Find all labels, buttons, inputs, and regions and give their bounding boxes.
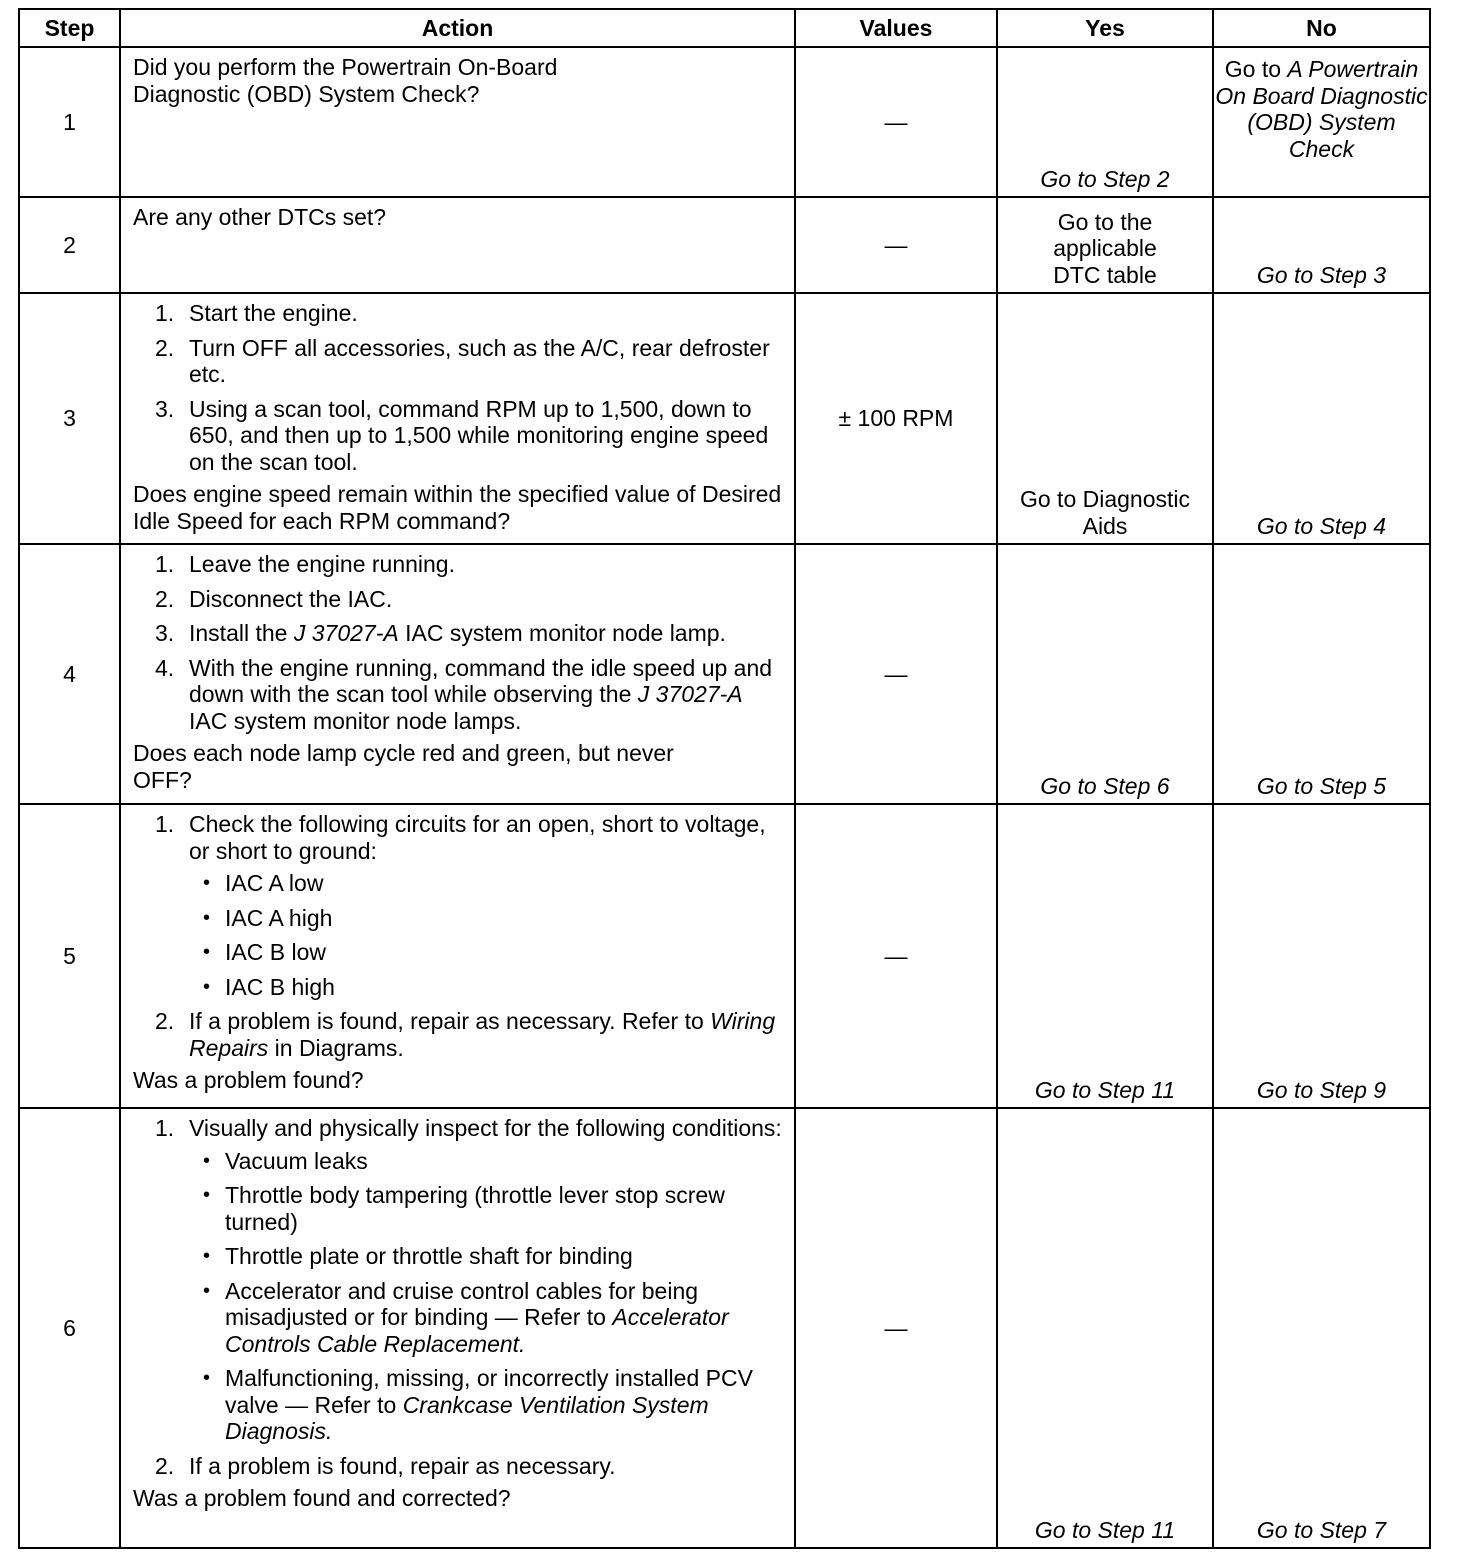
action-question: Does engine speed remain within the specified value of Desired Idle Speed for each RPM command? [133, 481, 782, 534]
yes-link[interactable]: Go to Diagnostic Aids [1019, 486, 1191, 539]
action-step: 1. Leave the engine running. [155, 551, 455, 577]
action-step: 3. Using a scan tool, command RPM up to 1,500, down to 650, and then up to 1,500 while monitoring engine speed on the scan tool. [155, 395, 769, 475]
yes-cell [997, 293, 1213, 544]
bullet-item: • IAC B high [189, 974, 784, 1001]
yes-cell [997, 1108, 1213, 1548]
table-row [19, 197, 1430, 293]
step-number: 3 [19, 293, 120, 544]
no-cell [1213, 804, 1430, 1108]
no-link[interactable]: Go to Step 5 [1256, 772, 1387, 799]
action-step: 1. Check the following circuits for an open, short to voltage, or short to ground: • IAC A low • IAC A high • IAC B low • IAC B high [133, 811, 784, 1000]
header-values: Values [795, 9, 997, 47]
no-prefix: Go to [1224, 56, 1288, 82]
action-step: 2. Turn OFF all accessories, such as the A/C, rear defroster etc. [155, 334, 770, 387]
action-cell [120, 197, 795, 293]
action-step: 1. Start the engine. [155, 300, 358, 326]
action-step: 4. With the engine running, command the idle speed up and down with the scan tool while observing the J 37027-A IAC system monitor node lamps. [155, 654, 773, 734]
value-cell: — [795, 544, 997, 804]
action-step: 2. Disconnect the IAC. [155, 585, 393, 612]
action-cell [120, 804, 795, 1108]
action-step: 1. Visually and physically inspect for the following conditions: • Vacuum leaks • Throttle body tampering (throttle lever stop screw turned) • Throttle plate or throttle shaft for binding • Accelerator and cruise control cables for being misadjusted or for binding — Refer to Accelerator Controls Cable Replacement. • Malfunctioning, missing, or incorrectly installed PCV valve — Refer to Crankcase Ventilation System Diagnosis. [133, 1115, 784, 1445]
bullet-item: • Throttle plate or throttle shaft for binding [189, 1243, 784, 1270]
action-steps [133, 551, 784, 734]
yes-link[interactable]: Go to Step 11 [1034, 1076, 1176, 1103]
value-cell: — [795, 197, 997, 293]
yes-link[interactable]: Go to the applicable DTC table [1053, 208, 1157, 288]
table-row [19, 544, 1430, 804]
no-link[interactable]: Go to Step 9 [1256, 1076, 1387, 1103]
yes-cell [997, 804, 1213, 1108]
action-question: Was a problem found and corrected? [133, 1485, 511, 1511]
header-action: Action [120, 9, 795, 47]
no-cell [1213, 293, 1430, 544]
no-link[interactable]: Go to Step 3 [1256, 261, 1387, 288]
value-cell: ± 100 RPM [795, 293, 997, 544]
bullet-list [189, 870, 784, 1000]
bullet-item: • IAC A high [189, 905, 784, 932]
action-steps [133, 1115, 784, 1479]
action-question: Are any other DTCs set? [133, 204, 387, 230]
no-link[interactable]: A Powertrain On Board Diagnostic (OBD) System Check [1215, 56, 1428, 162]
table-row [19, 47, 1430, 197]
diagnostic-table [18, 8, 1431, 1549]
action-cell [120, 544, 795, 804]
table-row [19, 804, 1430, 1108]
bullet-item: • IAC A low [189, 870, 784, 897]
no-cell [1213, 47, 1430, 197]
value-cell: — [795, 804, 997, 1108]
action-steps [133, 300, 784, 475]
action-question: Was a problem found? [133, 1067, 364, 1093]
table-row [19, 293, 1430, 544]
no-cell [1213, 1108, 1430, 1548]
yes-cell [997, 197, 1213, 293]
header-step: Step [19, 9, 120, 47]
yes-cell [997, 47, 1213, 197]
bullet-item: • Vacuum leaks [189, 1148, 784, 1175]
step-number: 2 [19, 197, 120, 293]
step-number: 4 [19, 544, 120, 804]
action-cell [120, 47, 795, 197]
action-question: Did you perform the Powertrain On-Board Diagnostic (OBD) System Check? [133, 54, 558, 107]
action-question: Does each node lamp cycle red and green, but never OFF? [133, 740, 674, 793]
bullet-item: • Accelerator and cruise control cables for being misadjusted or for binding — Refer to Accelerator Controls Cable Replacement. [189, 1278, 784, 1358]
yes-link[interactable]: Go to Step 11 [1034, 1516, 1176, 1543]
bullet-item: • Malfunctioning, missing, or incorrectly installed PCV valve — Refer to Crankcase Ventilation System Diagnosis. [189, 1365, 784, 1445]
action-steps [133, 811, 784, 1061]
no-link[interactable]: Go to Step 7 [1256, 1516, 1387, 1543]
yes-link[interactable]: Go to Step 2 [1040, 165, 1170, 192]
header-yes: Yes [997, 9, 1213, 47]
bullet-item: • Throttle body tampering (throttle lever stop screw turned) [189, 1182, 784, 1235]
step-number: 6 [19, 1108, 120, 1548]
yes-link[interactable]: Go to Step 6 [1040, 772, 1170, 799]
yes-cell [997, 544, 1213, 804]
header-no: No [1213, 9, 1430, 47]
bullet-list [189, 1148, 784, 1445]
value-cell: — [795, 1108, 997, 1548]
header-row [19, 9, 1430, 47]
action-step: 3. Install the J 37027-A IAC system monitor node lamp. [155, 620, 726, 646]
step-number: 5 [19, 804, 120, 1108]
action-cell [120, 293, 795, 544]
no-cell [1213, 197, 1430, 293]
action-step: 2. If a problem is found, repair as necessary. Refer to Wiring Repairs in Diagrams. [155, 1008, 776, 1061]
no-link[interactable]: Go to Step 4 [1256, 512, 1387, 539]
table-row [19, 1108, 1430, 1548]
action-step: 2. If a problem is found, repair as necessary. [155, 1452, 616, 1479]
bullet-item: • IAC B low [189, 939, 784, 966]
value-cell: — [795, 47, 997, 197]
step-number: 1 [19, 47, 120, 197]
no-cell [1213, 544, 1430, 804]
action-cell [120, 1108, 795, 1548]
